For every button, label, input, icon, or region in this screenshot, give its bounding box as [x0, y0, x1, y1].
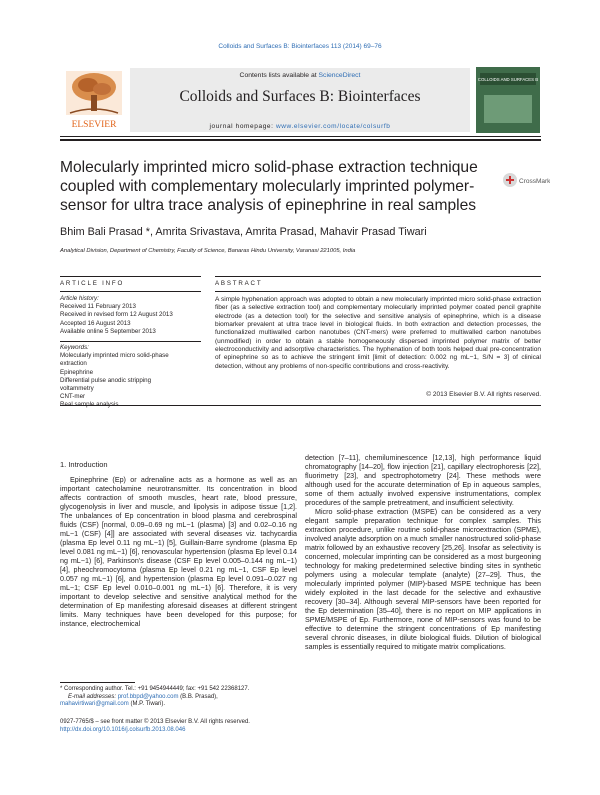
email-owner: (M.P. Tiwari).: [128, 701, 166, 708]
divider: [215, 276, 541, 277]
elsevier-logo: [60, 67, 128, 133]
intro-left-column: [60, 476, 297, 629]
issn-line: 0927-7765/$ – see front matter © 2013 Elsevier B.V. All rights reserved.: [60, 719, 250, 725]
intro-paragraph: Epinephrine (Ep) or adrenaline acts as a hormone as well as an important catecholamine neurotransmitter. Its concentration in blood affects contraction of smooth muscles, heart rate, blood pressure, glycogenolysis in liver and muscle, and lipolysis in adipose tissue [1,2]. The unbalances of Ep concentration in blood plasma and cerebrospinal fluids (CSF) [normal, 0.09–0.69 ng mL−1 (plasma) [3] and 0.02–0.16 ng mL−1 (CSF) [4]] are associated with several diseases viz. tachycardia (plasma Ep level 0.11 ng mL−1) [5], Guillain-Barre syndrome (plasma Ep level 0.081 ng mL−1) [6], renovascular hypertension (plasma Ep level 0.14 ng mL−1) [6], Parkinson's disease (CSF Ep level 0.005–0.144 ng mL−1) [4], pheochromocytoma (plasma Ep level 0.21 ng mL−1, CSF Ep level 0.057 ng mL−1) [6], and hypertension (plasma Ep level 0.091–0.027 ng mL−1; CSF Ep level 0.010–0.001 ng mL−1) [6]. Therefore, it is very important to develop selective and sensitive analytical method for the determination of Ep manifesting aforesaid diseases at different stringent limits. Many techniques have been developed for this purpose; for instance, electrochemical: [60, 476, 297, 629]
article-info-heading: ARTICLE INFO: [60, 280, 125, 287]
journal-cover-image: [476, 67, 540, 133]
intro-paragraph: Micro solid-phase extraction (MSPE) can be considered as a very elegant sample preparation technique for complex samples. This extraction procedure, unlike routine solid-phase microextraction (SPME), involved analyte adsorption on a much smaller nanostructured solid-phase matrix followed by an exhaustive recovery [25,26]. Insofar as selectivity is concerned, molecular imprinting can be considered as a most burgeoning technology for making predetermined selective binding sites in synthetic polymers using a molecular template (analyte) [27–29]. Thus, the molecularly imprinted polymer (MIP)-based MSPE technique has been widely exploited in the last decade for the selective and exhaustive recovery [30–34]. Although several MIP-sensors have been reported for the Ep determination [35–40], there is no report on MIP applications in SPME/MSPE of Ep. Furthermore, none of MIP-sensors was found to be effective to determine the stringent concentrations of Ep manifesting several chronic diseases, in dilute biological fluids. Dilution of biological samples is essentially required to mitigate matrix complications.: [305, 508, 541, 652]
email-line: [60, 694, 297, 702]
divider: [215, 291, 541, 292]
contents-prefix: Contents lists available at: [239, 72, 319, 79]
crossmark-icon[interactable]: [502, 170, 550, 200]
email-label: E-mail addresses:: [68, 693, 117, 700]
copyright: © 2013 Elsevier B.V. All rights reserved.: [426, 391, 541, 398]
keyword: extraction: [60, 360, 87, 368]
article-title: Molecularly imprinted micro solid-phase extraction technique coupled with complementary molecularly imprinted polymer-sensor for ultra trace analysis of epinephrine in real samples: [60, 159, 478, 214]
crossmark-label: CrossMark: [519, 178, 550, 185]
corresponding-author: * Corresponding author. Tel.: +91 9454944449; fax: +91 542 22368127.: [60, 686, 250, 692]
history-item: Received 11 February 2013: [60, 303, 136, 311]
cover-title: COLLOIDS AND SURFACES B: [477, 77, 539, 82]
header-rule-thick: [60, 139, 541, 141]
divider: [60, 405, 541, 406]
keyword: Real sample analysis: [60, 401, 119, 409]
journal-homepage-link[interactable]: www.elsevier.com/locate/colsurfb: [275, 123, 391, 130]
keyword: voltammetry: [60, 385, 94, 393]
running-head[interactable]: Colloids and Surfaces B: Biointerfaces 113 (2014) 69–76: [218, 43, 382, 50]
email-link[interactable]: mahavirtiwari@gmail.com: [60, 701, 129, 708]
affiliation: Analytical Division, Department of Chemistry, Faculty of Science, Banaras Hindu University, Varanasi 221005, India: [60, 248, 356, 254]
history-label: Article history:: [60, 295, 99, 302]
intro-heading: 1. Introduction: [60, 460, 108, 469]
journal-title: Colloids and Surfaces B: Biointerfaces: [179, 88, 421, 105]
keyword: Differential pulse anodic stripping: [60, 376, 152, 384]
keywords-label: Keywords:: [60, 344, 89, 351]
divider: [60, 276, 201, 277]
divider: [60, 341, 201, 342]
elsevier-tree-icon: [60, 67, 128, 133]
email-link[interactable]: prof.bbpd@yahoo.com: [117, 693, 179, 700]
doi-link[interactable]: http://dx.doi.org/10.1016/j.colsurfb.2013.08.046: [60, 726, 186, 733]
publisher-wordmark: ELSEVIER: [71, 120, 117, 130]
homepage-prefix: journal homepage:: [209, 123, 276, 130]
keyword: CNT-mer: [60, 393, 86, 401]
email-line: [60, 701, 297, 709]
authors: Bhim Bali Prasad *, Amrita Srivastava, Amrita Prasad, Mahavir Prasad Tiwari: [60, 226, 427, 238]
sciencedirect-link[interactable]: ScienceDirect: [318, 72, 361, 79]
footnote: [60, 686, 297, 709]
journal-homepage: [130, 123, 470, 130]
footnote-rule: [60, 682, 135, 683]
keywords: [60, 344, 201, 410]
intro-right-column: [305, 454, 541, 652]
history-item: Available online 5 September 2013: [60, 327, 156, 335]
intro-paragraph: detection [7–11], chemiluminescence [12,13], high performance liquid chromatography [14–20], flow injection [21], capillary electrophoresis [22], fluorimetry [23], and spectrophotometry [24]. These methods were although used for the accurate determination of Ep in aqueous samples, some of them actually involved expensive instrumentations, complex procedures of the sample pretreatment, and insufficient selectivity.: [305, 454, 541, 508]
keyword: Epinephrine: [60, 368, 94, 376]
history-item: Received in revised form 12 August 2013: [60, 311, 173, 319]
bottom-meta: [60, 719, 340, 734]
contents-line: [130, 72, 470, 79]
divider: [60, 291, 201, 292]
header-rule: [60, 136, 541, 137]
history-item: Accepted 16 August 2013: [60, 319, 131, 327]
keyword: Molecularly imprinted micro solid-phase: [60, 352, 169, 360]
email-owner: (B.B. Prasad),: [178, 693, 218, 700]
abstract-text: A simple hyphenation approach was adopted to obtain a new molecularly imprinted micro solid-phase extraction fiber (as a selective extraction tool) and complementary molecularly imprinted polymer coated pencil graphite electrode (as a detection tool) for the selective and sensitive analysis of epinephrine, which is a disease biomarker prevalent at ultra trace level in biological fluids. In both extraction and detection processes, the functionalized multiwalled carbon nanotubes (CNT-mers) were preferred to multiwalled carbon nanotubes (unmodified) in order to obtain a stable homogeneously dispersed imprinted polymer matrix of better electroconductivity and adsorptive characteristics. The hyphenation of both tools helped dual pre-concentration of epinephrine so as to achieve the stringent limit [limit of detection: 0.002 ng mL−1, S/N = 3] of clinical detection, without any problems of non-specific contributions and cross-reactivity.: [215, 296, 541, 370]
abstract-heading: ABSTRACT: [215, 280, 263, 287]
cover-icon: [476, 67, 540, 133]
article-history: [60, 295, 201, 336]
crossmark-badge[interactable]: [502, 170, 550, 200]
